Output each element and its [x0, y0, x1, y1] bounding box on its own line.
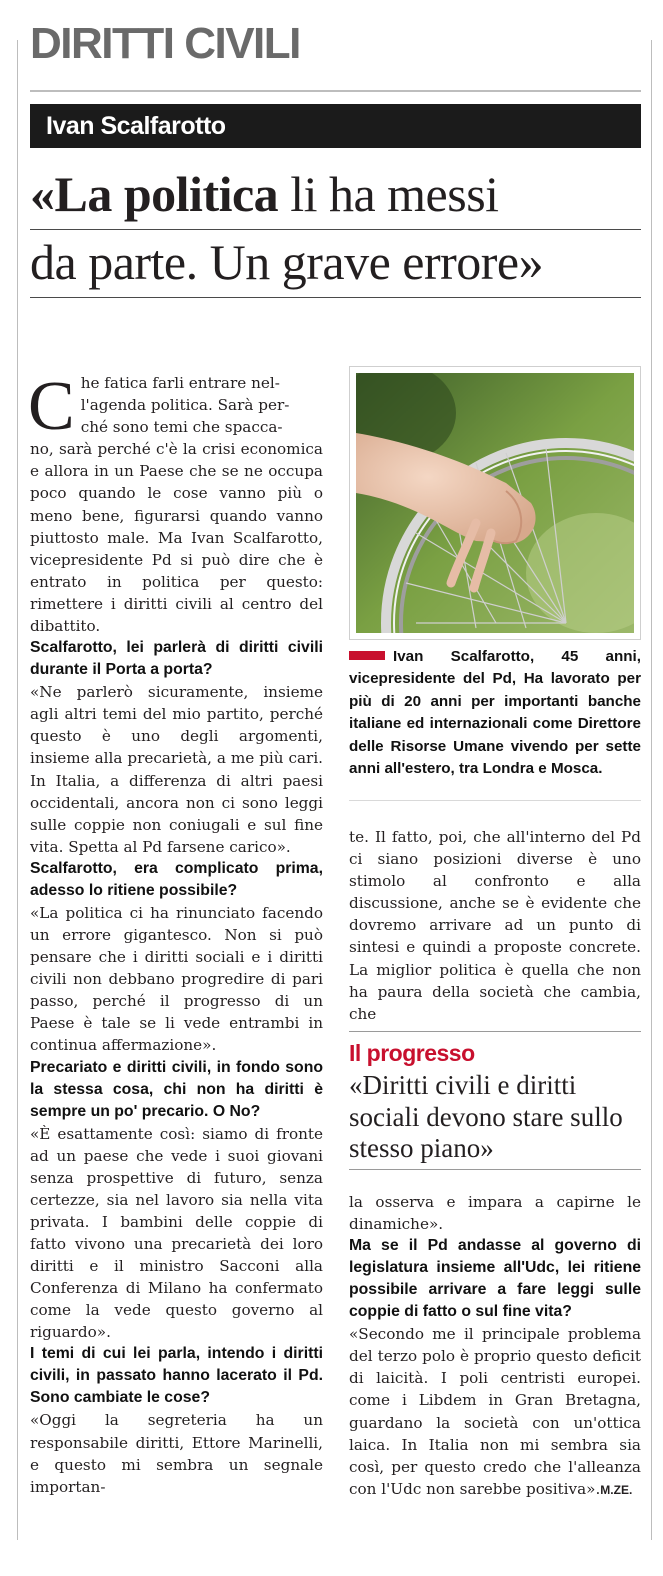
question-3: Precariato e diritti civili, in fondo sono la stessa cosa, chi non ha diritti è sempre un po' precario. O No?	[30, 1058, 323, 1120]
question-4: I temi di cui lei parla, intendo i diritti civili, in passato hanno lacerato il Pd. Sono cambiate le cose?	[30, 1345, 323, 1407]
answer-5	[349, 1323, 641, 1501]
headline	[30, 160, 641, 296]
pull-quote-rule-top	[349, 1031, 641, 1032]
photo-frame	[349, 366, 641, 640]
continuation-end: la osserva e impara a capirne le dinamiche».	[349, 1193, 641, 1234]
answer-2: «La politica ci ha rinunciato facendo un errore gigantesco. Non si può pensare che i diritti sociali e i diritti civili non debbano progredire di pari passo, perché il progresso di un Paese è tale se li vede entrambi in continua affermazione».	[30, 903, 323, 1055]
continuation-paragraph: te. Il fatto, poi, che all'interno del Pd ci siano posizioni diverse è uno stimolo al confronto e alla discussione, anche se è evidente che dovremo arrivare ad un punto di sintesi e quindi a proposte concrete. La miglior politica è quella che non ha paura della società che cambia, che	[349, 828, 641, 1023]
author-signature: M.ZE.	[600, 1482, 633, 1497]
headline-rule-2	[30, 297, 641, 298]
left-column	[28, 368, 323, 1498]
caption-marker	[349, 651, 385, 660]
intro-line-3: ché sono temi che spacca-	[80, 418, 283, 437]
wheelchair-hand-photo	[356, 373, 634, 633]
pull-quote-text: «Diritti civili e diritti sociali devono stare sullo stesso piano»	[349, 1070, 623, 1163]
left-column-rule	[17, 40, 18, 1540]
pull-quote-kicker: Il progresso	[349, 1040, 475, 1066]
photo-caption	[349, 646, 641, 780]
question-5: Ma se il Pd andasse al governo di legislatura insieme all'Udc, lei ritiene possibile arrivare a fare leggi sulle coppie di fatto o sul fine vita?	[349, 1237, 641, 1321]
answer-3: «È esattamente così: siamo di fronte ad un paese che vede i suoi giovani senza prospettive di futuro, senza certezze, sia nel lavoro sia nella vita privata. I bambini delle coppie di fatto vivono una precarietà dei loro diritti e il ministro Sacconi alla Conferenza di Milano ha confermato come la vede questo governo al riguardo».	[30, 1124, 323, 1342]
intro-paragraph	[28, 368, 323, 637]
pull-quote-rule-bottom	[349, 1169, 641, 1170]
interviewee-name: Ivan Scalfarotto	[46, 112, 226, 140]
answer-1: «Ne parlerò sicuramente, insieme agli altri temi del mio partito, perché questo è uno degli argomenti, insieme alla precarietà, a me più cari. In Italia, a differenza di altri paesi occidentali, ancora non ci sono leggi sulle coppie non coniugali e sul fine vita. Spetta al Pd farsene carico».	[30, 683, 323, 856]
headline-rest: li ha messi	[278, 166, 499, 222]
right-column-top	[349, 826, 641, 1025]
intro-line-1: he fatica farli entrare nel-	[80, 374, 280, 392]
question-1: Scalfarotto, lei parlerà di diritti civili durante il Porta a porta?	[30, 639, 323, 679]
right-column-bottom	[349, 1191, 641, 1501]
caption-divider	[349, 800, 641, 801]
intro-rest: no, sarà perché c'è la crisi economica e allora in un Paese che se ne occupa poco quando le cose vanno più o meno bene, figurarsi quando vanno piuttosto male. Ma Ivan Scalfarotto, vicepresidente Pd si può dire che è entrato in politica per questo: rimettere i diritti civili al centro del dibattito.	[30, 440, 323, 636]
section-title: DIRITTI CIVILI	[30, 19, 300, 68]
name-bar	[30, 104, 641, 148]
question-2: Scalfarotto, era complicato prima, adesso lo ritiene possibile?	[30, 859, 323, 899]
headline-line-2: da parte. Un grave errore»	[30, 234, 544, 290]
intro-line-2: l'agenda politica. Sarà per-	[80, 396, 290, 415]
right-column-rule	[651, 40, 652, 1540]
headline-line-1	[30, 160, 641, 228]
section-divider	[30, 90, 641, 92]
answer-4: «Oggi la segreteria ha un responsabile diritti, Ettore Marinelli, e questo mi sembra un segnale importan-	[30, 1411, 323, 1496]
headline-bold: «La politica	[30, 166, 279, 222]
drop-cap: C	[28, 368, 75, 445]
answer-5-text: «Secondo me il principale problema del terzo polo è proprio questo deficit di laicità. I poli centristi europei. come i Libdem in Gran Bretagna, guardano la società con un'ottica laica. In Italia non mi sembra sia così, per questo credo che l'alleanza con l'Udc non sarebbe positiva».	[349, 1325, 641, 1498]
caption-text: Ivan Scalfarotto, 45 anni, vicepresidente del Pd, Ha lavorato per più di 20 anni per importanti banche italiane ed internazionali come Direttore delle Risorse Umane vivendo per sette anni all'estero, tra Londra e Mosca.	[349, 648, 641, 778]
headline-rule-1	[30, 229, 641, 230]
